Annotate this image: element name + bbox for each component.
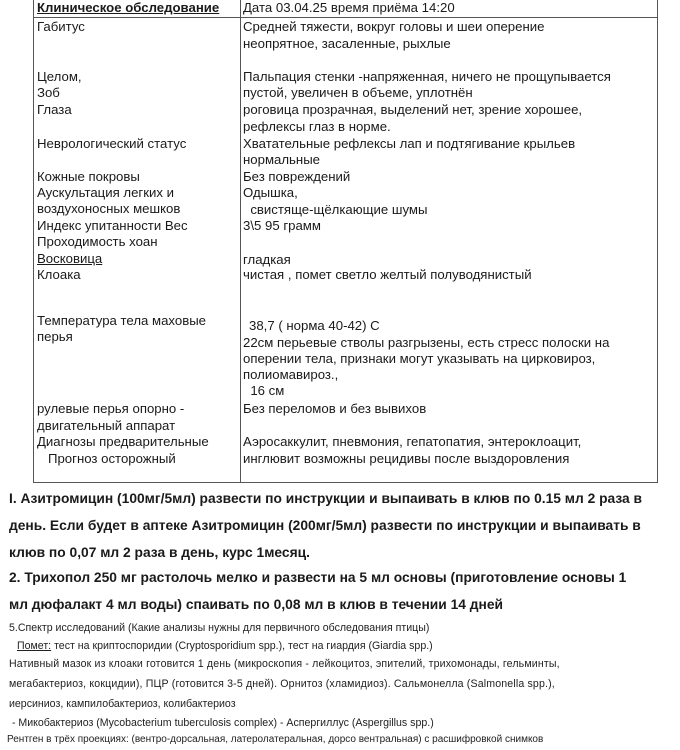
- prescription-2-line-2: мл дюфалакт 4 мл воды) спаивать по 0,08 мл в клюв в течении 14 дней: [9, 597, 504, 612]
- row-value: 22см перьевые стволы разгрызены, есть стресс полоски на: [243, 335, 610, 350]
- row-value: рефлексы глаз в норме.: [243, 119, 391, 134]
- row-value: гладкая: [243, 252, 291, 267]
- row-value: нормальные: [243, 152, 321, 167]
- row-value: Аэросаккулит, пневмония, гепатопатия, энтероклоацит,: [243, 434, 582, 449]
- row-value: полиомавироз.,: [243, 367, 339, 382]
- row-value: 38,7 ( норма 40-42) С: [249, 318, 380, 333]
- row-label: Прогноз осторожный: [37, 451, 176, 466]
- litter-label: Помет:: [17, 640, 52, 652]
- row-label: Восковица: [37, 251, 103, 266]
- row-label: Аускультация легких и: [37, 185, 174, 200]
- litter-tests: [17, 638, 433, 655]
- row-value: чистая , помет светло желтый полуводянистый: [243, 267, 532, 282]
- row-label: рулевые перья опорно -: [37, 401, 185, 416]
- row-value: неопрятное, засаленные, рыхлые: [243, 36, 451, 51]
- prescription-2-line-1: 2. Трихопол 250 мг растолочь мелко и развести на 5 мл основы (приготовление основы 1: [9, 570, 627, 585]
- clinical-exam-table: [33, 0, 658, 483]
- exam-title: Клиническое обследование: [37, 0, 220, 15]
- row-label: Кожные покровы: [37, 169, 140, 184]
- smear-line: мегабактериоз, кокцидии), ПЦР (готовится 3-5 дней). Орнитоз (хламидиоз). Сальмонелла (Salmonella spp.),: [9, 678, 555, 690]
- row-label: Неврологический статус: [37, 136, 187, 151]
- xray-note: Рентген в трёх проекциях: (вентро-дорсальная, латеролатеральная, дорсо вентральная) с расшифровкой снимков: [7, 734, 544, 745]
- row-value: свистяще-щёлкающие шумы: [243, 202, 428, 217]
- exam-date-time: Дата 03.04.25 время приёма 14:20: [243, 0, 455, 15]
- spectrum-title: 5.Спектр исследований (Какие анализы нужны для первичного обследования птицы): [9, 622, 430, 634]
- row-value: пустой, увеличен в объеме, уплотнён: [243, 85, 473, 100]
- row-label: Целом,: [37, 69, 82, 84]
- row-value: оперении тела, признаки могут указывать на цирковироз,: [243, 351, 596, 366]
- row-label: перья: [37, 329, 73, 344]
- row-value: Хватательные рефлексы лап и подтягивание крыльев: [243, 136, 576, 151]
- row-value: Одышка,: [243, 185, 298, 200]
- row-label: Температура тела маховые: [37, 313, 207, 328]
- row-label: Габитус: [37, 19, 85, 34]
- row-label: Индекс упитанности Вес: [37, 218, 188, 233]
- row-label: двигательный аппарат: [37, 418, 176, 433]
- smear-line: Нативный мазок из клоаки готовится 1 день (микроскопия - лейкоцитоз, эпителий, трихомонады, гельминты,: [9, 658, 560, 670]
- row-label: воздухоносных мешков: [37, 201, 181, 216]
- row-value: 3\5 95 грамм: [243, 218, 321, 233]
- prescription-1-line-2: день. Если будет в аптеке Азитромицин (200мг/5мл) развести по инструкции и выпаивать в: [9, 518, 641, 533]
- row-value: Без повреждений: [243, 169, 351, 184]
- smear-line: иерсиниоз, кампилобактериоз, колибактериоз: [9, 698, 236, 710]
- table-column-divider: [240, 0, 241, 482]
- row-value: 16 см: [243, 383, 285, 398]
- row-label: Проходимость хоан: [37, 234, 158, 249]
- row-label: Диагнозы предварительные: [37, 434, 209, 449]
- prescription-1-line-3: клюв по 0,07 мл 2 раза в день, курс 1месяц.: [9, 545, 310, 560]
- row-value: роговица прозрачная, выделений нет, зрение хорошее,: [243, 102, 583, 117]
- smear-line: - Микобактериоз (Mycobacterium tuberculosis complex) - Аспергиллус (Aspergillus spp.): [9, 717, 434, 729]
- row-value: инглювит возможны рецидивы после выздоровления: [243, 451, 570, 466]
- row-value: Пальпация стенки -напряженная, ничего не прощупывается: [243, 69, 611, 84]
- table-header-divider: [34, 17, 657, 18]
- row-label: Глаза: [37, 102, 72, 117]
- row-value: Средней тяжести, вокруг головы и шеи оперение: [243, 19, 545, 34]
- row-value: Без переломов и без вывихов: [243, 401, 427, 416]
- prescription-1-line-1: I. Азитромицин (100мг/5мл) развести по инструкции и выпаивать в клюв по 0.15 мл 2 раза в: [9, 491, 643, 506]
- row-label: Зоб: [37, 85, 60, 100]
- row-label: Клоака: [37, 267, 81, 282]
- litter-text: тест на криптоспоридии (Cryptosporidium spp.), тест на гиардия (Giardia spp.): [51, 640, 433, 652]
